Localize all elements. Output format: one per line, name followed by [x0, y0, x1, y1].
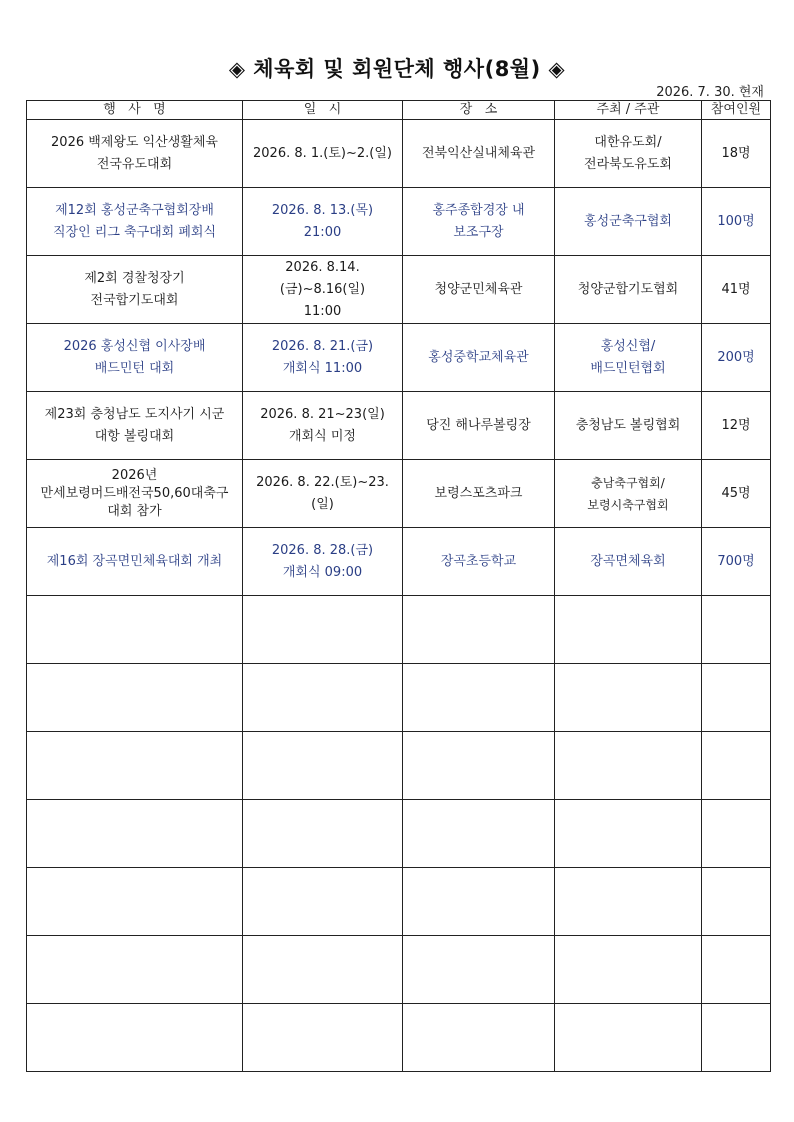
empty-cell: [555, 936, 702, 1004]
event-name-cell-line: 제16회 장곡면민체육대회 개최: [46, 553, 223, 569]
header-place: 장 소: [403, 101, 555, 120]
datetime-cell: [243, 188, 403, 256]
datetime-cell-line: 21:00: [303, 224, 342, 240]
empty-cell: [403, 800, 555, 868]
event-name-cell: [27, 120, 243, 188]
place-cell: [403, 256, 555, 324]
empty-row: [27, 800, 771, 868]
empty-cell: [27, 936, 243, 1004]
empty-cell: [403, 1004, 555, 1072]
event-name-cell: [27, 528, 243, 596]
participants-cell: 12명: [702, 392, 771, 460]
event-name-cell-line: 전국유도대회: [96, 156, 173, 172]
host-cell: [555, 324, 702, 392]
header-host: 주최 / 주관: [555, 101, 702, 120]
event-name-cell-line: 만세보령머드배전국50,60대축구: [40, 485, 229, 501]
table-row: [27, 188, 771, 256]
datetime-cell-line: 2026. 8.14.(금)~8.16(일): [279, 259, 366, 297]
participants-cell: 700명: [702, 528, 771, 596]
host-cell-line: 청양군합기도협회: [577, 281, 679, 297]
event-name-cell: [27, 392, 243, 460]
datetime-cell-line: 개회식 09:00: [282, 564, 363, 580]
event-name-cell-line: 전국합기도대회: [90, 292, 179, 308]
host-cell-line: 배드민턴협회: [590, 360, 666, 376]
empty-cell: [243, 800, 403, 868]
page-title: ◈ 체육회 및 회원단체 행사(8월) ◈: [228, 57, 566, 81]
empty-cell: [555, 1004, 702, 1072]
table-row: [27, 392, 771, 460]
host-cell: [555, 256, 702, 324]
empty-cell: [403, 664, 555, 732]
event-name-cell-line: 배드민턴 대회: [94, 360, 175, 376]
place-cell: [403, 120, 555, 188]
participants-cell: 45명: [702, 460, 771, 528]
empty-cell: [27, 596, 243, 664]
datetime-cell-line: 2026. 8. 28.(금): [271, 542, 374, 558]
datetime-cell: [243, 528, 403, 596]
place-cell-line: 전북익산실내체육관: [421, 145, 536, 161]
datetime-cell: [243, 392, 403, 460]
datetime-cell-line: 2026. 8. 21.(금): [271, 338, 374, 354]
event-name-cell-line: 제23회 충청남도 도지사기 시군: [44, 406, 225, 422]
event-name-cell-line: 직장인 리그 축구대회 폐회식: [52, 224, 217, 240]
empty-row: [27, 936, 771, 1004]
event-name-cell-line: 대회 참가: [107, 503, 162, 519]
host-cell-line: 홍성군축구협회: [584, 213, 672, 229]
datetime-cell: [243, 460, 403, 528]
datetime-cell-line: 개회식 11:00: [282, 360, 363, 376]
table-row: [27, 528, 771, 596]
empty-cell: [27, 800, 243, 868]
participants-cell: 18명: [702, 120, 771, 188]
host-cell: [555, 188, 702, 256]
participants-cell: 41명: [702, 256, 771, 324]
datetime-cell-line: 2026. 8. 22.(토)~23.(일): [256, 474, 389, 512]
empty-row: [27, 664, 771, 732]
host-cell: [555, 392, 702, 460]
place-cell: [403, 188, 555, 256]
participants-cell: 200명: [702, 324, 771, 392]
place-cell-line: 홍주종합경장 내: [432, 202, 525, 218]
empty-row: [27, 1004, 771, 1072]
empty-cell: [243, 1004, 403, 1072]
place-cell: [403, 392, 555, 460]
participants-cell: 100명: [702, 188, 771, 256]
header-participants: 참여인원: [702, 101, 771, 120]
empty-cell: [243, 732, 403, 800]
table-row: [27, 120, 771, 188]
host-cell: [555, 460, 702, 528]
datetime-cell-line: 2026. 8. 21~23(일): [260, 406, 385, 422]
table-header-row: [27, 101, 771, 120]
empty-cell: [403, 936, 555, 1004]
empty-cell: [555, 800, 702, 868]
empty-cell: [702, 868, 771, 936]
place-cell: [403, 324, 555, 392]
host-cell-line: 충청남도 볼링협회: [575, 417, 681, 433]
datetime-cell-line: 11:00: [303, 303, 342, 319]
empty-cell: [403, 868, 555, 936]
table-row: [27, 256, 771, 324]
datetime-cell: [243, 256, 403, 324]
place-cell-line: 보령스포츠파크: [434, 485, 523, 501]
empty-cell: [702, 1004, 771, 1072]
host-cell-line: 충남축구협회/: [591, 475, 665, 490]
event-name-cell: [27, 460, 243, 528]
event-name-cell-line: 제12회 홍성군축구협회장배: [55, 202, 214, 218]
empty-cell: [702, 936, 771, 1004]
empty-cell: [27, 732, 243, 800]
place-cell-line: 장곡초등학교: [440, 553, 517, 569]
empty-cell: [243, 596, 403, 664]
empty-cell: [555, 664, 702, 732]
events-table: [26, 100, 771, 1072]
empty-cell: [555, 596, 702, 664]
place-cell-line: 당진 해나루볼링장: [426, 417, 531, 433]
table-row: [27, 460, 771, 528]
place-cell-line: 청양군민체육관: [434, 281, 523, 297]
empty-cell: [702, 800, 771, 868]
header-event-name: 행 사 명: [27, 101, 243, 120]
empty-cell: [27, 664, 243, 732]
place-cell-line: 보조구장: [453, 224, 504, 240]
host-cell-line: 전라북도유도회: [584, 156, 672, 172]
host-cell-line: 대한유도회/: [594, 134, 662, 150]
empty-cell: [403, 596, 555, 664]
event-name-cell-line: 제2회 경찰청장기: [84, 270, 185, 286]
table-row: [27, 324, 771, 392]
host-cell: [555, 528, 702, 596]
host-cell-line: 보령시축구협회: [587, 497, 669, 512]
empty-row: [27, 596, 771, 664]
event-name-cell: [27, 256, 243, 324]
datetime-cell: [243, 324, 403, 392]
empty-cell: [243, 936, 403, 1004]
place-cell-line: 홍성중학교체육관: [428, 349, 529, 365]
place-cell: [403, 528, 555, 596]
host-cell-line: 장곡면체육회: [590, 553, 666, 569]
empty-cell: [702, 596, 771, 664]
empty-cell: [702, 732, 771, 800]
datetime-cell-line: 개회식 미정: [289, 428, 356, 444]
empty-row: [27, 732, 771, 800]
empty-cell: [403, 732, 555, 800]
empty-cell: [555, 732, 702, 800]
empty-cell: [27, 1004, 243, 1072]
empty-cell: [702, 664, 771, 732]
place-cell: [403, 460, 555, 528]
event-name-cell-line: 2026 백제왕도 익산생활체육: [51, 134, 218, 150]
event-name-cell-line: 대항 볼링대회: [94, 428, 175, 444]
empty-cell: [27, 868, 243, 936]
event-name-cell-line: 2026 홍성신협 이사장배: [63, 338, 206, 354]
event-name-cell: [27, 188, 243, 256]
datetime-cell-line: 2026. 8. 1.(토)~2.(일): [253, 145, 392, 161]
header-datetime: 일 시: [243, 101, 403, 120]
empty-cell: [555, 868, 702, 936]
event-name-cell: [27, 324, 243, 392]
datetime-cell-line: 2026. 8. 13.(목): [271, 202, 374, 218]
host-cell-line: 홍성신협/: [600, 338, 656, 354]
datetime-cell: [243, 120, 403, 188]
as-of-date: 2026. 7. 30. 현재: [656, 85, 764, 100]
host-cell: [555, 120, 702, 188]
empty-row: [27, 868, 771, 936]
empty-cell: [243, 868, 403, 936]
event-name-cell-line: 2026년: [111, 467, 158, 483]
empty-cell: [243, 664, 403, 732]
